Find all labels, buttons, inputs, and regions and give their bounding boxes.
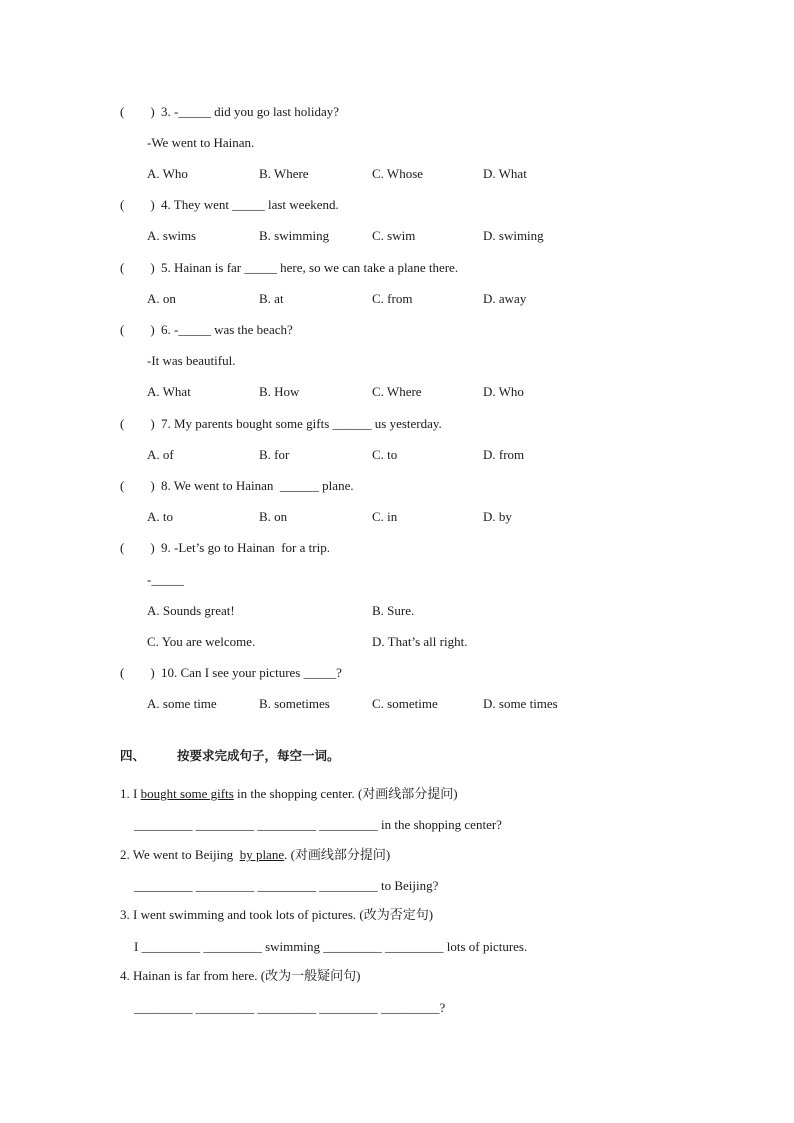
rewrite-item-3: 3. I went swimming and took lots of pictures. (改为否定句) — [120, 907, 434, 922]
question-7-stem: 7. My parents bought some gifts ______ us yesterday. — [161, 416, 442, 431]
q5-option-d[interactable]: D. away — [483, 291, 527, 306]
section-4-title: 按要求完成句子，每空一词。 — [177, 748, 340, 763]
question-6-reply: -It was beautiful. — [147, 353, 236, 368]
q4-option-a[interactable]: A. swims — [147, 228, 197, 243]
rewrite-item-4-answer[interactable]: _________ _________ _________ _________ _________? — [134, 1000, 446, 1015]
q4-option-b[interactable]: B. swimming — [259, 228, 330, 243]
q7-option-b[interactable]: B. for — [259, 447, 290, 462]
q10-option-b[interactable]: B. sometimes — [259, 696, 330, 711]
section-4-number: 四、 — [120, 748, 146, 763]
answer-paren-q5[interactable]: ( ) — [120, 260, 155, 275]
answer-paren-q8[interactable]: ( ) — [120, 478, 155, 493]
q3-option-a[interactable]: A. Who — [147, 166, 188, 181]
answer-paren-q7[interactable]: ( ) — [120, 416, 155, 431]
q9-option-c[interactable]: C. You are welcome. — [147, 634, 256, 649]
q3-option-b[interactable]: B. Where — [259, 166, 309, 181]
q9-option-b[interactable]: B. Sure. — [372, 603, 415, 618]
question-3-reply: -We went to Hainan. — [147, 135, 255, 150]
answer-paren-q10[interactable]: ( ) — [120, 665, 155, 680]
rewrite-item-2-post: . (对画线部分提问) — [284, 847, 391, 862]
question-9-stem: 9. -Let’s go to Hainan for a trip. — [161, 540, 330, 555]
question-3-stem: 3. -_____ did you go last holiday? — [161, 104, 340, 119]
q10-option-a[interactable]: A. some time — [147, 696, 217, 711]
rewrite-item-2 — [120, 847, 390, 863]
q4-option-c[interactable]: C. swim — [372, 228, 416, 243]
q3-option-c[interactable]: C. Whose — [372, 166, 424, 181]
question-6-stem: 6. -_____ was the beach? — [161, 322, 293, 337]
q5-option-b[interactable]: B. at — [259, 291, 284, 306]
q6-option-a[interactable]: A. What — [147, 384, 191, 399]
q6-option-c[interactable]: C. Where — [372, 384, 422, 399]
answer-paren-q4[interactable]: ( ) — [120, 197, 155, 212]
q6-option-d[interactable]: D. Who — [483, 384, 524, 399]
question-4-stem: 4. They went _____ last weekend. — [161, 197, 339, 212]
rewrite-item-2-underlined: by plane — [239, 847, 285, 862]
rewrite-item-1-pre: 1. I — [120, 786, 141, 801]
question-9-reply: -_____ — [147, 572, 184, 587]
question-5-stem: 5. Hainan is far _____ here, so we can take a plane there. — [161, 260, 459, 275]
q9-option-d[interactable]: D. That’s all right. — [372, 634, 468, 649]
answer-paren-q6[interactable]: ( ) — [120, 322, 155, 337]
q5-option-a[interactable]: A. on — [147, 291, 176, 306]
answer-paren-q9[interactable]: ( ) — [120, 540, 155, 555]
q6-option-b[interactable]: B. How — [259, 384, 300, 399]
rewrite-item-1-answer[interactable]: _________ _________ _________ _________ in the shopping center? — [134, 817, 502, 832]
q10-option-d[interactable]: D. some times — [483, 696, 558, 711]
q8-option-a[interactable]: A. to — [147, 509, 173, 524]
rewrite-item-2-answer[interactable]: _________ _________ _________ _________ to Beijing? — [134, 878, 439, 893]
rewrite-item-1 — [120, 786, 458, 802]
answer-paren-q3[interactable]: ( ) — [120, 104, 155, 119]
q4-option-d[interactable]: D. swiming — [483, 228, 544, 243]
q7-option-d[interactable]: D. from — [483, 447, 525, 462]
q8-option-b[interactable]: B. on — [259, 509, 288, 524]
question-8-stem: 8. We went to Hainan ______ plane. — [161, 478, 354, 493]
q7-option-a[interactable]: A. of — [147, 447, 174, 462]
q7-option-c[interactable]: C. to — [372, 447, 398, 462]
rewrite-item-3-answer[interactable]: I _________ _________ swimming _________ _________ lots of pictures. — [134, 939, 528, 954]
question-10-stem: 10. Can I see your pictures _____? — [161, 665, 342, 680]
q8-option-c[interactable]: C. in — [372, 509, 398, 524]
q10-option-c[interactable]: C. sometime — [372, 696, 438, 711]
q3-option-d[interactable]: D. What — [483, 166, 527, 181]
q8-option-d[interactable]: D. by — [483, 509, 512, 524]
rewrite-item-4: 4. Hainan is far from here. (改为一般疑问句) — [120, 968, 361, 983]
rewrite-item-2-pre: 2. We went to Beijing — [120, 847, 240, 862]
rewrite-item-1-post: in the shopping center. (对画线部分提问) — [233, 786, 458, 801]
q9-option-a[interactable]: A. Sounds great! — [147, 603, 235, 618]
q5-option-c[interactable]: C. from — [372, 291, 413, 306]
rewrite-item-1-underlined: bought some gifts — [140, 786, 234, 801]
